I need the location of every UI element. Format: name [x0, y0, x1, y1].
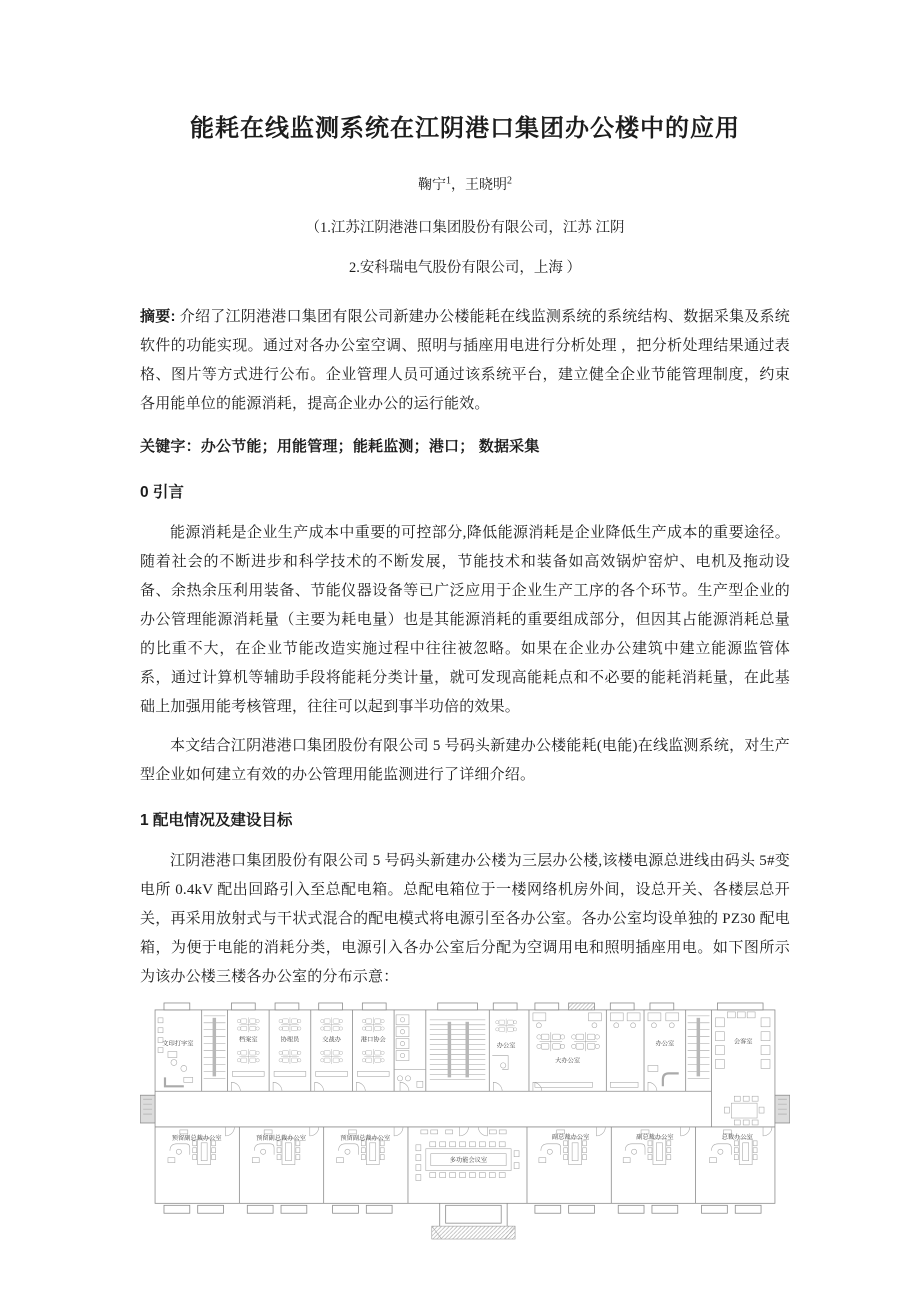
abstract-text: 介绍了江阴港港口集团有限公司新建办公楼能耗在线监测系统的系统结构、数据采集及系统软件的功能实现。通过对各办公室空调、照明与插座用电进行分析处理 ，把分析处理结果通过表格、图片等方式进行公布。企业管理人员可通过该系统平台，建立健全企业节能管理制度，约束各用能单位的能源消耗，提高企业办公的运行能效。 — [140, 309, 790, 412]
room-label-vp-2: 副总裁办公室 — [636, 1133, 674, 1141]
room-label-reception: 会客室 — [733, 1038, 753, 1046]
conference-room-furniture — [416, 1130, 519, 1181]
bottom-window-bays — [164, 1205, 761, 1213]
floorplan-figure — [140, 1000, 790, 1247]
author-1-superscript: 1 — [446, 175, 451, 187]
doors — [225, 1082, 771, 1136]
floorplan-svg — [140, 1000, 790, 1242]
right-staircase — [688, 1016, 710, 1078]
room-label-office-1: 办公室 — [496, 1042, 516, 1050]
section-0-paragraph-1: 能源消耗是企业生产成本中重要的可控部分,降低能源消耗是企业降低生产成本的重要途径。随着社会的不断进步和科学技术的不断发展，节能技术和装备如高效锅炉窑炉、电机及拖动设备、余热余压利用装备、节能仪器设备等已广泛应用于企业生产工序的各个环节。生产型企业的办公管理能源消耗量（主要为耗电量）也是其能源消耗的重要组成部分，但因其占能源消耗总量的比重不大，在企业节能改造实施过程中往往被忽略。如果在企业办公建筑中建立能源监管体系，通过计算机等辅助手段将能耗分类计量，就可发现高能耗点和不必要的能耗消耗量，在此基础上加强用能考核管理，往往可以起到事半功倍的效果。 — [140, 525, 790, 715]
keywords-text: 办公节能；用能管理；能耗监测；港口； 数据采集 — [200, 438, 540, 455]
top-window-bays — [164, 1003, 763, 1010]
room-label-office-2: 办公室 — [655, 1040, 675, 1048]
abstract-label: 摘要: — [140, 308, 176, 325]
room-label-reserved-vp-1: 预留副总裁办公室 — [171, 1134, 222, 1142]
central-staircase — [430, 1020, 486, 1080]
typing-room-furniture — [158, 1018, 193, 1086]
left-staircase — [204, 1016, 226, 1078]
paper-title: 能耗在线监测系统在江阴港口集团办公楼中的应用 — [190, 115, 740, 142]
author-2-superscript: 2 — [507, 175, 512, 187]
room-label-jiaozhan: 交战办 — [322, 1036, 341, 1044]
affiliation-1: （1.江苏江阴港港口集团股份有限公司，江苏 江阴 — [305, 220, 625, 236]
section-1-heading: 1 配电情况及建设目标 — [140, 812, 293, 829]
author-1: 鞠宁 — [418, 178, 446, 193]
room-label-reserved-vp-3: 预留副总裁办公室 — [340, 1134, 391, 1142]
section-0-heading: 0 引言 — [140, 484, 184, 501]
office-furniture — [492, 1013, 678, 1087]
room-label-assistant: 协理员 — [280, 1036, 300, 1044]
washroom — [394, 1015, 426, 1087]
room-label-conference: 多功能会议室 — [449, 1157, 488, 1165]
section-1-paragraph-1: 江阴港港口集团股份有限公司 5 号码头新建办公楼为三层办公楼,该楼电源总进线由码头 5#变电所 0.4kV 配出回路引入至总配电箱。总配电箱位于一楼网络机房外间，设总开关、各楼层总开关，再采用放射式与干状式混合的配电模式将电源引至各办公室。各办公室均设单独的 PZ30 配电箱，为便于电能的消耗分类，电源引入各办公室后分配为空调用电和照明插座用电。如下图所示为该办公楼三楼各办公室的分布示意： — [140, 853, 790, 985]
room-label-archive: 档案室 — [238, 1036, 258, 1044]
section-0-paragraph-2: 本文结合江阴港港口集团股份有限公司 5 号码头新建办公楼能耗(电能)在线监测系统，对生产型企业如何建立有效的办公管理用能监测进行了详细介绍。 — [140, 738, 790, 783]
author-2: 王晓明 — [465, 178, 507, 193]
room-label-big-office: 大办公室 — [555, 1057, 581, 1065]
room-label-port-association: 港口协会 — [360, 1036, 386, 1044]
reception-room-furniture — [715, 1012, 770, 1125]
abstract-paragraph — [140, 302, 790, 419]
keywords-line — [140, 432, 790, 462]
room-label-vp-1: 副总裁办公室 — [551, 1133, 590, 1141]
room-label-typing: 文印打字室 — [162, 1040, 194, 1048]
entrance-porch — [432, 1203, 515, 1239]
author-separator: ， — [451, 178, 465, 193]
room-label-president: 总裁办公室 — [721, 1133, 753, 1141]
room-label-reserved-vp-2: 预留副总裁办公室 — [256, 1134, 306, 1142]
affiliation-2: 2.安科瑞电气股份有限公司，上海 ） — [349, 260, 581, 276]
keywords-label: 关键字： — [140, 438, 201, 455]
authors-line — [140, 174, 790, 194]
